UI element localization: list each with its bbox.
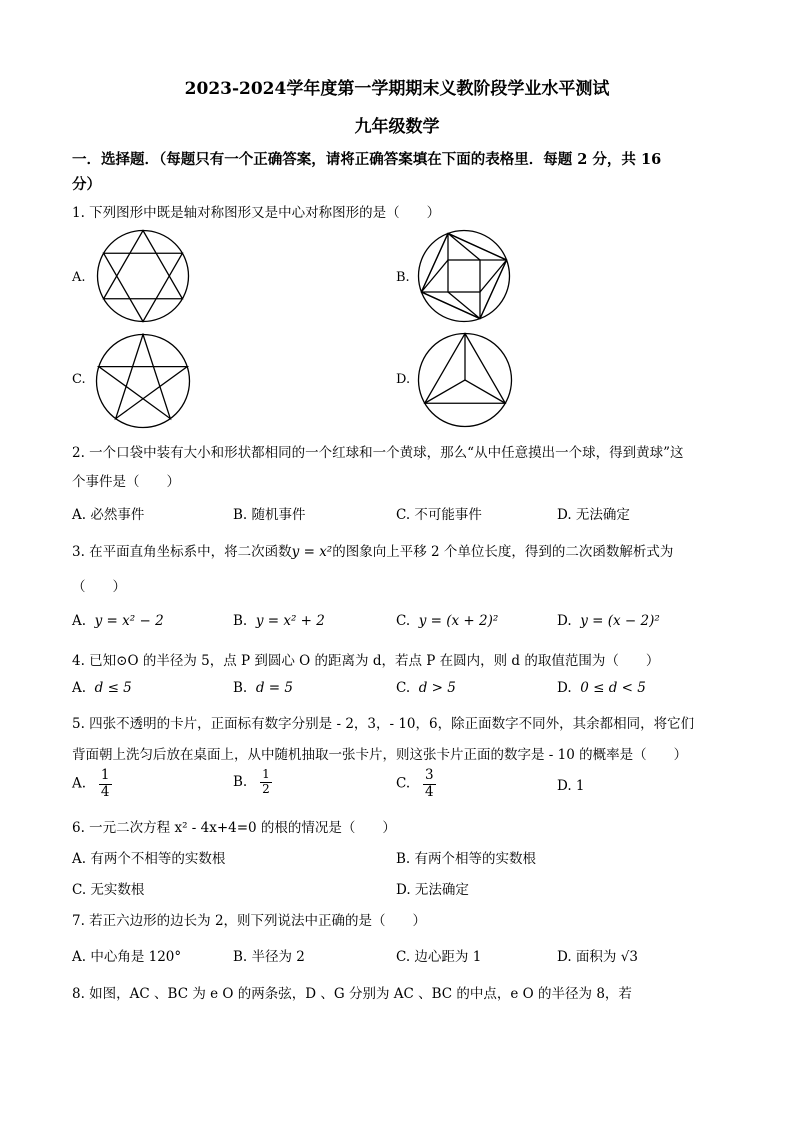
question-8-stem: 8. 如图，AC 、BC 为 e O 的两条弦，D 、G 分别为 AC 、BC 的中点，e O 的半径为 8，若 bbox=[72, 986, 632, 1002]
question-3-line1 bbox=[72, 540, 673, 560]
question-6-stem: 6. 一元二次方程 x² - 4x+4=0 的根的情况是（ ） bbox=[72, 820, 396, 836]
fraction-numerator: 3 bbox=[425, 767, 434, 783]
question-2-line1: 2. 一个口袋中装有大小和形状都相同的一个红球和一个黄球，那么“从中任意摸出一个球，得到黄球”这 bbox=[72, 445, 684, 461]
section-heading-line2: 分） bbox=[72, 176, 101, 193]
q3-option-c-label: C. bbox=[396, 613, 411, 629]
q7-option-d: D. 面积为 √3 bbox=[557, 949, 638, 965]
q1-option-b-label: B. bbox=[396, 270, 410, 285]
q3-option-b-label: B. bbox=[233, 613, 248, 629]
q3-option-b-expr: y = x² + 2 bbox=[255, 613, 325, 629]
q3-option-d-expr: y = (x − 2)² bbox=[580, 613, 660, 629]
q3-option-a-label: A. bbox=[72, 613, 87, 629]
q2-option-d: D. 无法确定 bbox=[557, 507, 630, 523]
nested-squares-in-circle-icon bbox=[417, 229, 511, 323]
fraction-denominator: 4 bbox=[425, 783, 434, 800]
q3-option-c-expr: y = (x + 2)² bbox=[418, 613, 499, 629]
q3-function: y = x² bbox=[291, 544, 333, 560]
q4-option-d-label: D. bbox=[557, 680, 572, 696]
q3-stem-part2: 的图象向上平移 2 个单位长度，得到的二次函数解析式为 bbox=[332, 544, 674, 560]
q6-option-b: B. 有两个相等的实数根 bbox=[396, 851, 537, 867]
pentagram-in-circle-icon bbox=[95, 333, 191, 429]
q2-option-c: C. 不可能事件 bbox=[396, 507, 482, 523]
fraction-numerator: 1 bbox=[262, 767, 270, 781]
q3-option-d-label: D. bbox=[557, 613, 572, 629]
q3-option-b bbox=[233, 613, 325, 629]
q1-option-a-label: A. bbox=[72, 270, 86, 285]
question-5-line2: 背面朝上洗匀后放在桌面上，从中随机抽取一张卡片，则这张卡片正面的数字是 - 10 的概率是（ ） bbox=[72, 747, 688, 763]
q3-stem-part1: 3. 在平面直角坐标系中，将二次函数 bbox=[72, 544, 292, 560]
q5-option-a-label: A. bbox=[72, 775, 87, 792]
q5-option-b-label: B. bbox=[233, 773, 248, 790]
question-5-line1: 5. 四张不透明的卡片，正面标有数字分别是 - 2，3，- 10，6，除正面数字不同外，其余都相同，将它们 bbox=[72, 716, 695, 732]
q4-option-a-label: A. bbox=[72, 680, 87, 696]
q7-option-a: A. 中心角是 120° bbox=[72, 949, 182, 965]
fraction-denominator: 2 bbox=[262, 781, 270, 796]
q3-option-d bbox=[557, 613, 660, 629]
question-2-line2: 个事件是（ ） bbox=[72, 474, 180, 490]
q5-option-c-label: C. bbox=[396, 775, 411, 792]
page-subtitle: 九年级数学 bbox=[354, 117, 440, 137]
section-heading-line1: 一．选择题．（每题只有一个正确答案，请将正确答案填在下面的表格里．每题 2 分，共 16 bbox=[72, 151, 662, 168]
q4-option-b-expr: d = 5 bbox=[255, 680, 293, 696]
q7-option-c: C. 边心距为 1 bbox=[396, 949, 482, 965]
q4-option-a-expr: d ≤ 5 bbox=[94, 680, 132, 696]
fraction-denominator: 4 bbox=[100, 783, 110, 800]
q4-option-b-label: B. bbox=[233, 680, 248, 696]
question-1-stem: 1. 下列图形中既是轴对称图形又是中心对称图形的是（ ） bbox=[72, 205, 441, 221]
q5-option-c bbox=[396, 768, 436, 800]
q6-option-d: D. 无法确定 bbox=[396, 882, 469, 898]
q4-option-b bbox=[233, 680, 293, 696]
q1-option-c-label: C. bbox=[72, 372, 86, 387]
q4-option-c-expr: d > 5 bbox=[418, 680, 456, 696]
triangle-in-circle-icon bbox=[417, 332, 513, 428]
question-3-line2: （ ） bbox=[72, 579, 126, 595]
q7-option-b: B. 半径为 2 bbox=[233, 949, 305, 965]
q5-option-a bbox=[72, 768, 112, 800]
page-title: 2023-2024学年度第一学期期末义教阶段学业水平测试 bbox=[184, 79, 610, 99]
q4-option-d-expr: 0 ≤ d < 5 bbox=[580, 680, 646, 696]
question-4-stem: 4. 已知⊙O 的半径为 5，点 P 到圆心 O 的距离为 d，若点 P 在圆内，则 d 的取值范围为（ ） bbox=[72, 653, 660, 669]
hexagram-in-circle-icon bbox=[96, 229, 190, 323]
q6-option-c: C. 无实数根 bbox=[72, 882, 145, 898]
question-7-stem: 7. 若正六边形的边长为 2，则下列说法中正确的是（ ） bbox=[72, 913, 427, 929]
q2-option-a: A. 必然事件 bbox=[72, 507, 145, 523]
q5-option-b bbox=[233, 768, 272, 797]
q5-option-d: D. 1 bbox=[557, 778, 585, 794]
q3-option-c bbox=[396, 613, 498, 629]
q6-option-a: A. 有两个不相等的实数根 bbox=[72, 851, 226, 867]
q5-option-b-fraction bbox=[260, 768, 272, 797]
q3-option-a-expr: y = x² − 2 bbox=[94, 613, 164, 629]
q4-option-d bbox=[557, 680, 646, 696]
q1-option-d-label: D. bbox=[396, 372, 411, 387]
fraction-numerator: 1 bbox=[100, 767, 110, 783]
q4-option-a bbox=[72, 680, 132, 696]
q4-option-c-label: C. bbox=[396, 680, 411, 696]
q5-option-c-fraction bbox=[423, 768, 436, 800]
q5-option-a-fraction bbox=[99, 768, 112, 800]
q4-option-c bbox=[396, 680, 456, 696]
q3-option-a bbox=[72, 613, 164, 629]
q2-option-b: B. 随机事件 bbox=[233, 507, 306, 523]
